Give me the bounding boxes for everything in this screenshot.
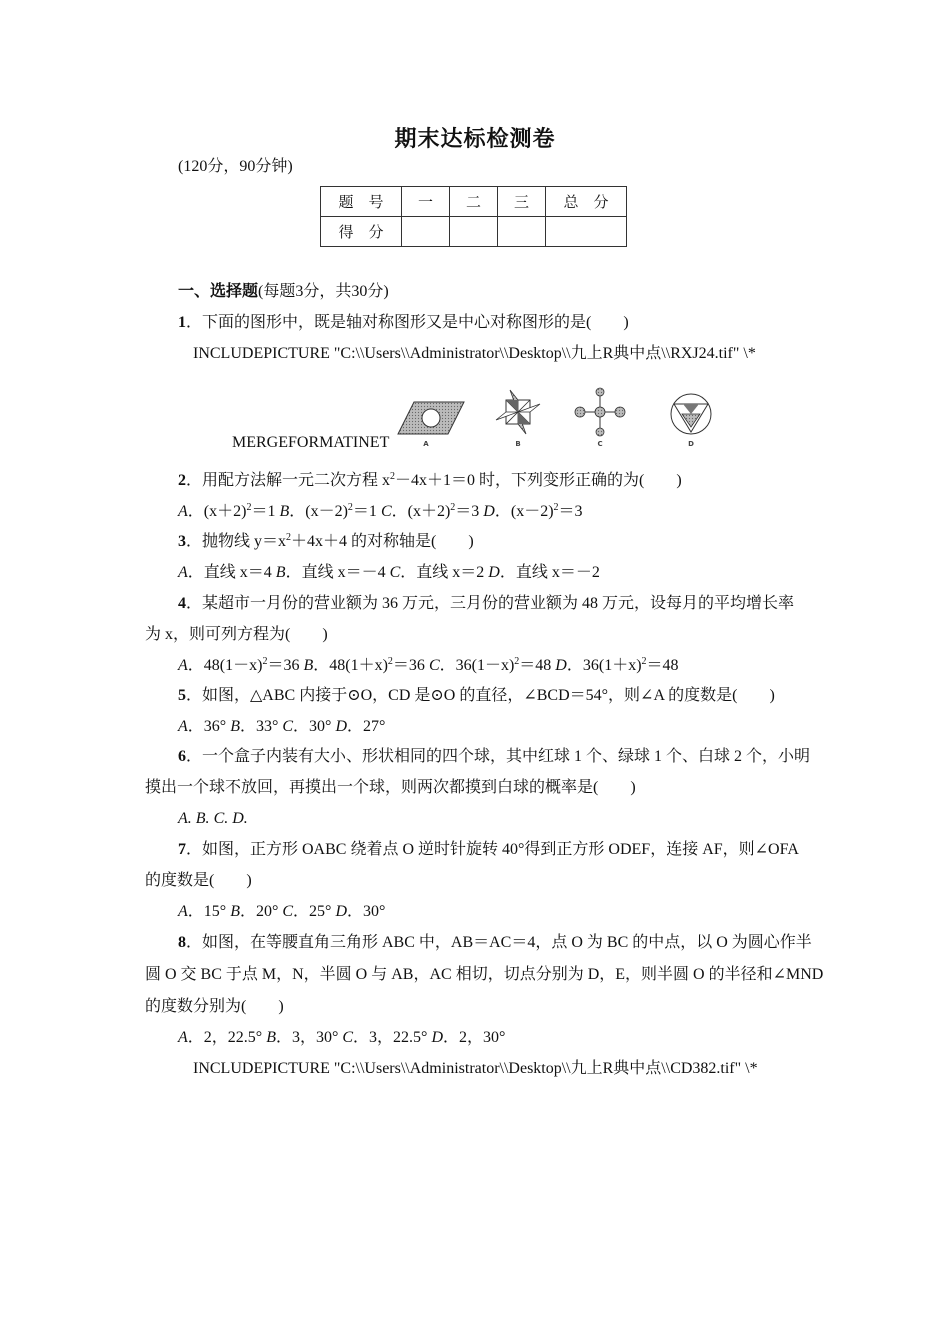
option-label: C.: [213, 810, 229, 827]
table-cell: 二: [450, 187, 498, 217]
section-heading-bold: 一、选择题: [178, 283, 259, 300]
question-5: [178, 685, 775, 707]
q5-options: [178, 716, 385, 738]
option-label: C: [389, 564, 401, 581]
option-label: D: [335, 903, 348, 920]
option-text: ＝3: [455, 503, 480, 520]
exponent: 2: [246, 502, 252, 513]
option-label: D: [488, 564, 500, 581]
option-text: ．25°: [293, 903, 332, 920]
option-text: ．3，30°: [275, 1029, 339, 1046]
question-number: 7: [178, 841, 186, 858]
option-label: A.: [178, 810, 192, 827]
figure-c: [575, 388, 625, 448]
option-text: ＝3: [558, 503, 583, 520]
option-text: ．36°: [187, 718, 227, 735]
option-text: ．30°: [293, 718, 332, 735]
question-4: [178, 593, 794, 615]
option-text: ＝1: [251, 503, 276, 520]
question-number: 3: [178, 533, 186, 550]
page-title: 期末达标检测卷: [394, 126, 556, 151]
option-label: B: [230, 903, 240, 920]
exponent: 2: [390, 471, 396, 482]
table-cell: 一: [402, 187, 450, 217]
question-text: ＋4x＋4 的对称轴是( ): [291, 533, 474, 550]
question-number: 4: [178, 595, 186, 612]
option-label: A: [178, 718, 188, 735]
option-label: B.: [195, 810, 210, 827]
question-2: [178, 470, 682, 492]
option-text: ．(x－2): [494, 503, 554, 520]
question-number: 2: [178, 472, 186, 489]
question-text: ．如图，正方形 OABC 绕着点 O 逆时针旋转 40°得到正方形 ODEF，连接 AF，则∠OFA: [186, 841, 799, 858]
option-label: C: [282, 903, 294, 920]
option-label: B: [230, 718, 240, 735]
option-label: D: [431, 1029, 444, 1046]
option-text: ．30°: [347, 903, 386, 920]
option-text: ＝48: [519, 657, 552, 674]
question-7: [178, 839, 799, 861]
option-text: ．直线 x＝2: [400, 564, 485, 581]
option-text: ．(x－2): [289, 503, 348, 520]
q8-options: [178, 1027, 505, 1049]
exponent: 2: [450, 502, 456, 513]
table-cell: 总 分: [546, 187, 627, 217]
option-label: A: [178, 903, 188, 920]
score-cell[interactable]: [402, 217, 450, 247]
option-text: ．15°: [187, 903, 227, 920]
option-text: ．直线 x＝－4: [285, 564, 386, 581]
q6-options: [178, 808, 248, 830]
option-label: B: [266, 1029, 276, 1046]
exponent: 2: [262, 656, 268, 667]
score-cell[interactable]: [450, 217, 498, 247]
option-label: C: [380, 503, 392, 520]
option-label: D: [555, 657, 567, 674]
question-6: [178, 746, 810, 768]
option-text: ＝1: [352, 503, 377, 520]
question-7-cont: 的度数是( ): [145, 872, 252, 889]
question-text: －4x＋1＝0 时，下列变形正确的为( ): [395, 472, 682, 489]
exponent: 2: [553, 502, 559, 513]
option-label: A: [178, 564, 188, 581]
option-text: ．3，22.5°: [353, 1029, 428, 1046]
section-heading: [178, 281, 389, 303]
q3-options: [178, 562, 600, 584]
exponent: 2: [641, 656, 647, 667]
option-label: D: [335, 718, 348, 735]
option-text: ．直线 x＝4: [187, 564, 272, 581]
option-text: ．36(1＋x): [566, 657, 642, 674]
option-text: ．36(1－x): [439, 657, 515, 674]
question-4-cont: 为 x，则可列方程为( ): [145, 626, 328, 643]
option-label: D.: [232, 810, 248, 827]
option-label: C: [428, 657, 440, 674]
question-number: 6: [178, 748, 186, 765]
question-text: ．如图，△ABC 内接于⊙O，CD 是⊙O 的直径，∠BCD＝54°，则∠A 的度数是( ): [186, 687, 775, 704]
option-label: C: [342, 1029, 354, 1046]
question-8-cont: 圆 O 交 BC 于点 M，N，半圆 O 与 AB，AC 相切，切点分别为 D，E，则半圆 O 的半径和∠MND: [145, 966, 824, 983]
table-row: [321, 217, 627, 247]
exponent: 2: [387, 656, 393, 667]
question-1: [178, 312, 629, 334]
option-text: ．48(1＋x): [313, 657, 388, 674]
table-cell: 题 号: [321, 187, 402, 217]
q2-options: [178, 501, 583, 523]
option-label: B: [279, 503, 290, 520]
option-text: ＝48: [646, 657, 679, 674]
field-code: INCLUDEPICTURE "C:\\Users\\Administrator\\Desktop\\九上R典中点\\RXJ24.tif" \*: [193, 345, 756, 362]
option-text: ．2，30°: [443, 1029, 506, 1046]
figure-label-a: A: [423, 440, 429, 448]
score-cell[interactable]: [546, 217, 627, 247]
q4-options: [178, 655, 679, 677]
score-table: [320, 186, 627, 247]
question-number: 1: [178, 314, 186, 331]
table-row: [321, 187, 627, 217]
question-text: ．下面的图形中，既是轴对称图形又是中心对称图形的是( ): [186, 314, 629, 331]
q7-options: [178, 901, 385, 923]
option-label: B: [275, 564, 286, 581]
q1-figures: [396, 384, 726, 454]
option-text: ．直线 x＝－2: [499, 564, 600, 581]
question-8-cont: 的度数分别为( ): [145, 998, 284, 1015]
figure-label-d: D: [688, 440, 694, 448]
option-text: ．2，22.5°: [187, 1029, 263, 1046]
question-text: ．用配方法解一元二次方程 x: [186, 472, 391, 489]
option-label: A: [178, 1029, 188, 1046]
question-8: [178, 932, 812, 954]
option-label: B: [303, 657, 314, 674]
option-text: ．20°: [239, 903, 279, 920]
figure-label-c: C: [597, 440, 603, 448]
figure-d: [671, 394, 711, 448]
figure-label-b: B: [515, 440, 521, 448]
exponent: 2: [286, 532, 292, 543]
table-cell: 三: [498, 187, 546, 217]
exponent: 2: [347, 502, 353, 513]
option-label: D: [483, 503, 495, 520]
question-number: 8: [178, 934, 186, 951]
question-6-cont: 摸出一个球不放回，再摸出一个球，则两次都摸到白球的概率是( ): [145, 779, 636, 796]
section-heading-rest: (每题3分，共30分): [258, 283, 389, 300]
question-number: 5: [178, 687, 186, 704]
option-text: ．(x＋2): [187, 503, 247, 520]
figure-b: [496, 390, 540, 448]
exponent: 2: [514, 656, 520, 667]
score-cell[interactable]: [498, 217, 546, 247]
question-text: ．抛物线 y＝x: [186, 533, 287, 550]
exam-meta: (120分，90分钟): [178, 158, 293, 175]
question-3: [178, 531, 474, 553]
option-label: A: [178, 503, 188, 520]
option-text: ．(x＋2): [391, 503, 451, 520]
question-text: ．某超市一月份的营业额为 36 万元，三月份的营业额为 48 万元，设每月的平均增长率: [186, 595, 795, 612]
option-label: A: [178, 657, 188, 674]
table-cell: 得 分: [321, 217, 402, 247]
question-text: ．一个盒子内装有大小、形状相同的四个球，其中红球 1 个、绿球 1 个、白球 2 个，小明: [186, 748, 811, 765]
option-text: ．33°: [239, 718, 279, 735]
field-code-merge: MERGEFORMATINET: [232, 434, 390, 451]
option-label: C: [282, 718, 294, 735]
figure-a: [398, 402, 464, 448]
question-text: ．如图，在等腰直角三角形 ABC 中，AB＝AC＝4，点 O 为 BC 的中点，以 O 为圆心作半: [186, 934, 812, 951]
option-text: ＝36: [392, 657, 425, 674]
field-code: INCLUDEPICTURE "C:\\Users\\Administrator\\Desktop\\九上R典中点\\CD382.tif" \*: [193, 1060, 758, 1077]
option-text: ．27°: [347, 718, 386, 735]
option-text: ．48(1－x): [187, 657, 263, 674]
option-text: ＝36: [267, 657, 300, 674]
